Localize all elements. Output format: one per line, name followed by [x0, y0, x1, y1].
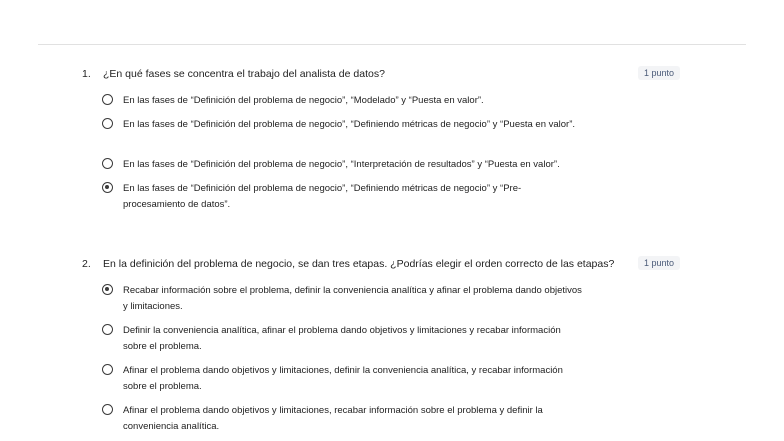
option-label: Afinar el problema dando objetivos y limitaciones, recabar información sobre el problema y definir la conveniencia analítica.	[123, 405, 543, 432]
option-label: En las fases de “Definición del problema de negocio”, “Interpretación de resultados” y “Puesta en valor”.	[123, 159, 560, 170]
option-label: En las fases de “Definición del problema de negocio”, “Definiendo métricas de negocio” y “Pre-procesamiento de datos”.	[123, 183, 522, 210]
option-label: En las fases de “Definición del problema de negocio”, “Definiendo métricas de negocio” y “Puesta en valor”.	[123, 119, 576, 130]
points-badge: 1 punto	[638, 256, 680, 270]
question-1	[82, 66, 682, 210]
top-divider	[38, 44, 746, 45]
question-header	[82, 256, 682, 272]
radio-button[interactable]	[102, 158, 113, 169]
option-label: Afinar el problema dando objetivos y limitaciones, definir la conveniencia analítica, y recabar información sobre el problema.	[123, 365, 563, 392]
question-number: 1.	[82, 68, 91, 80]
radio-button-selected[interactable]	[102, 182, 113, 193]
radio-button[interactable]	[102, 404, 113, 415]
question-header	[82, 66, 682, 82]
radio-button[interactable]	[102, 364, 113, 375]
option-label: Definir la conveniencia analítica, afinar el problema dando objetivos y limitaciones y recabar información sobre el problema.	[123, 325, 561, 352]
question-number: 2.	[82, 258, 91, 270]
option-label: En las fases de “Definición del problema de negocio”, “Modelado” y “Puesta en valor”.	[123, 95, 484, 106]
option-label: Recabar información sobre el problema, definir la conveniencia analítica y afinar el problema dando objetivos y limitaciones.	[123, 285, 582, 312]
radio-button[interactable]	[102, 94, 113, 105]
question-2	[82, 256, 682, 432]
radio-button[interactable]	[102, 118, 113, 129]
points-badge: 1 punto	[638, 66, 680, 80]
question-text: ¿En qué fases se concentra el trabajo del analista de datos?	[103, 68, 385, 80]
radio-button[interactable]	[102, 324, 113, 335]
question-text: En la definición del problema de negocio, se dan tres etapas. ¿Podrías elegir el orden correcto de las etapas?	[103, 258, 615, 270]
radio-button-selected[interactable]	[102, 284, 113, 295]
